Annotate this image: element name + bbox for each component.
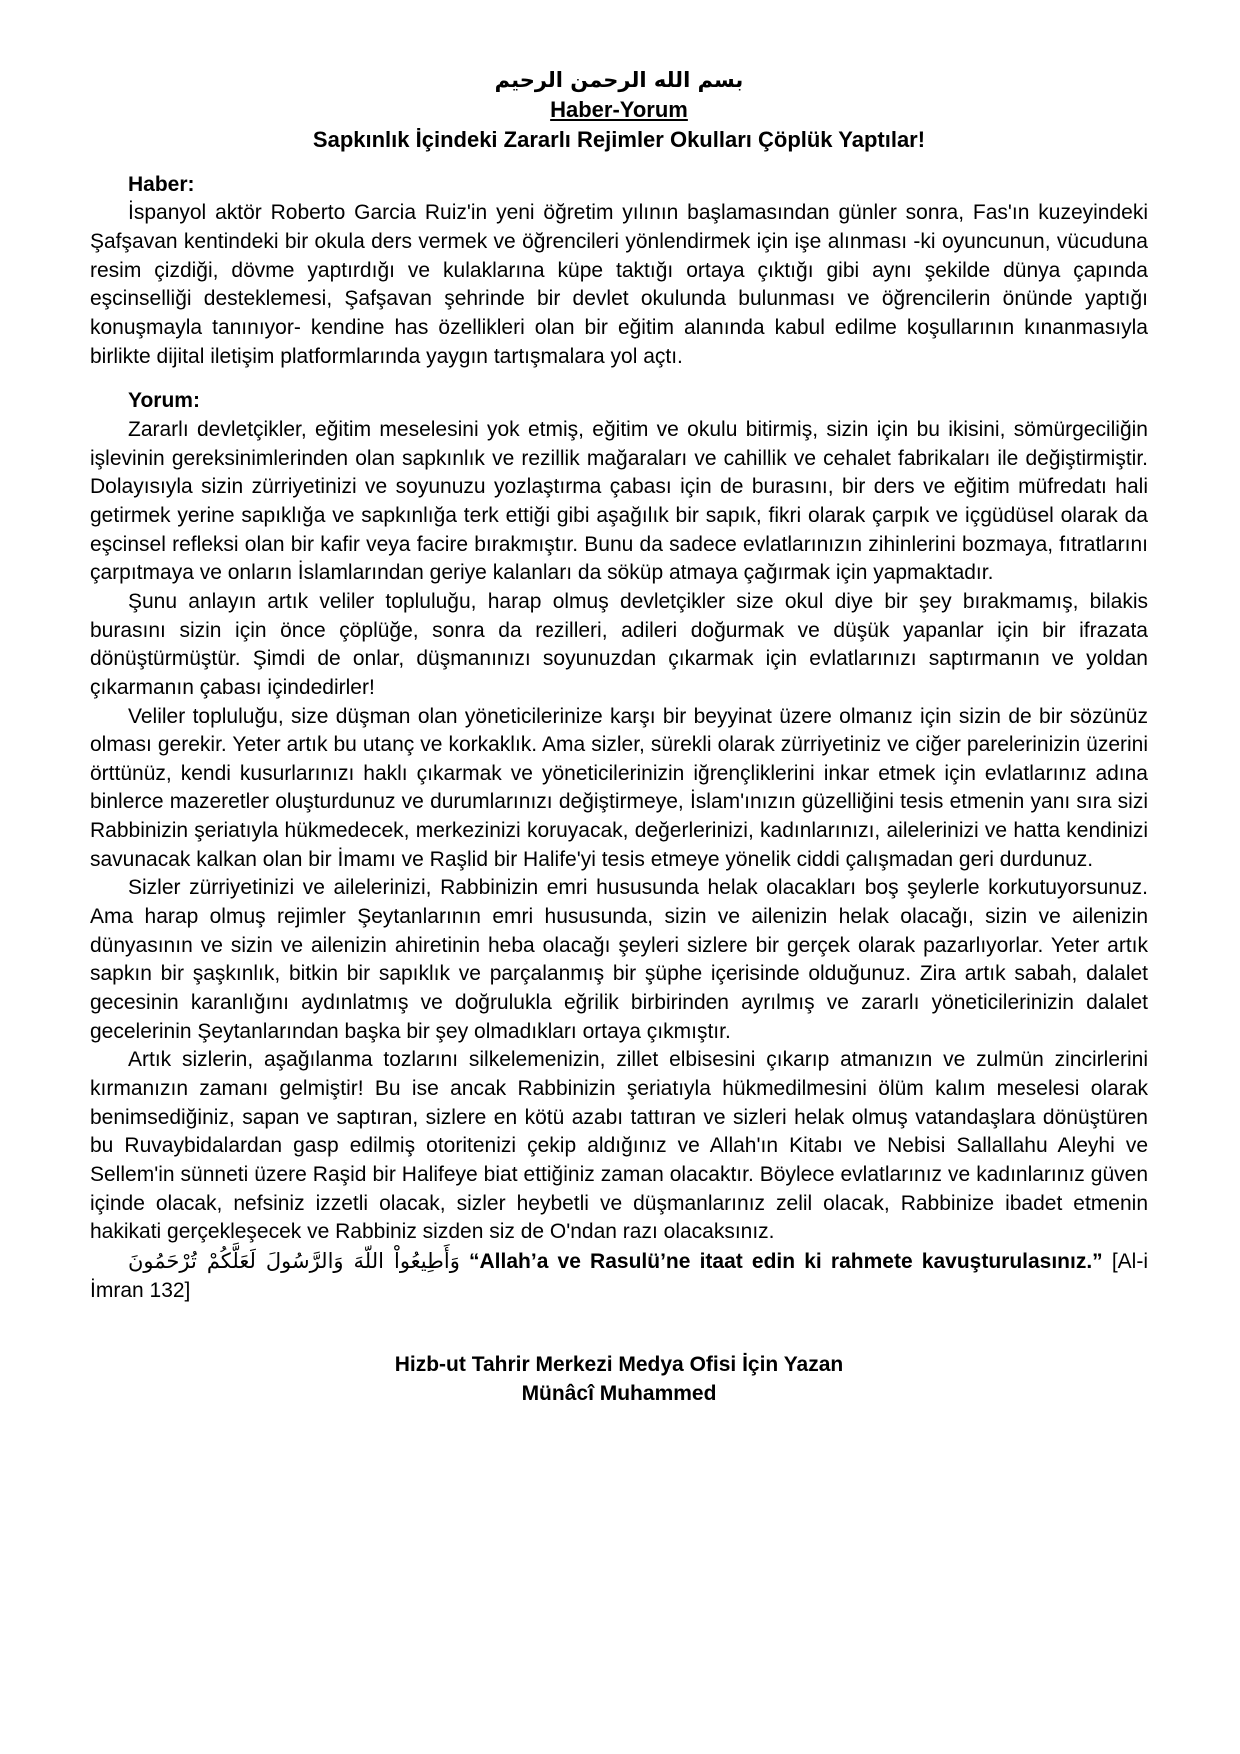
yorum-paragraph-5: Artık sizlerin, aşağılanma tozlarını silkelemenizin, zillet elbisesini çıkarıp atmanızın ve zulmün zincirlerini kırmanızın zamanı gelmiştir! Bu ise ancak Rabbinizin şeriatıyla hükmedilmesini ölüm kalım meselesi olarak benimsediğiniz, sapan ve saptıran, sizlere en kötü azabı tattıran ve sizleri helak olmuş vatandaşlara dönüştüren bu Ruvaybidalardan gasp edilmiş otoritenizi çekip aldığınız ve Allah'ın Kitabı ve Nebisi Sallallahu Aleyhi ve Sellem'in sünneti üzere Raşid bir Halifeye biat ettiğiniz zaman olacaktır. Böylece evlatlarınız ve kadınlarınız güven içinde olacak, nefsiniz izzetli olacak, sizler heybetli ve düşmanlarınız zelil olacak, Rabbinize ibadet etmenin hakikati gerçekleşecek ve Rabbiniz sizden siz de O'ndan razı olacaksınız. — [90, 1048, 1148, 1244]
quote-translation-text: “Allah’a ve Rasulü’ne itaat edin ki rahmete kavuşturulasınız.” — [469, 1249, 1103, 1273]
footer-author: Münâcî Muhammed — [521, 1381, 717, 1405]
document-type-heading: Haber-Yorum — [550, 96, 688, 122]
haber-paragraph: İspanyol aktör Roberto Garcia Ruiz'in yeni öğretim yılının başlamasından günler sonra, Fas'ın kuzeyindeki Şafşavan kentindeki bir okula ders vermek ve öğrencileri yönlendirmek için işe alınması -ki oyuncunun, vücuduna resim çizdiği, dövme yaptırdığı ve kulaklarına küpe taktığı ortaya çıktığı gibi aynı şekilde dünya çapında eşcinselliği desteklemesi, Şafşavan şehrinde bir devlet okulunda bulunması ve öğrencilerin önünde yaptığı konuşmayla tanınıyor- kendine has özellikleri olan bir eğitim alanında kabul edilme koşullarının kınanmasıyla birlikte dijital iletişim platformlarında yaygın tartışmalara yol açtı. — [90, 201, 1148, 368]
yorum-paragraph-1: Zararlı devletçikler, eğitim meselesini yok etmiş, eğitim ve okulu bitirmiş, sizin için bu ikisini, sömürgeciliğin işlevinin gereksinimlerinden olan sapkınlık ve rezillik mağaraları ve cahillik ve cehalet fabrikaları ile değiştirmiştir. Dolayısıyla sizin zürriyetinizi ve soyunuzu yozlaştırma çabası için de burasını, bir ders ve eğitim müfredatı hali getirmek yerine sapıklığa ve sapkınlığa terk ettiği gibi aşağılık bir sapık, fikri olarak çarpık ve içgüdüsel olarak da eşcinsel refleksi olan bir kafir veya facire bırakmıştır. Bunu da sadece evlatlarınızın zihinlerini bozmaya, fıtratlarını çarpıtmaya ve onların İslamlarından geriye kalanları da söküp atmaya çağırmak için yapmaktadır. — [90, 417, 1148, 585]
quran-quote-paragraph — [90, 1247, 1148, 1305]
yorum-paragraph-3: Veliler topluluğu, size düşman olan yöneticilerinize karşı bir beyyinat üzere olmanız için sizin de bir sözünüz olması gerekir. Yeter artık bu utanç ve korkaklık. Ama sizler, sürekli olarak zürriyetiniz ve ciğer parelerinizin üzerini örttünüz, kendi kusurlarınızı haklı çıkarmak ve yöneticilerinizin iğrençliklerini inkar etmek için evlatlarınız adına binlerce mazeretler oluşturdunuz ve durumlarınızı değiştirmeye, İslam'ınızın güzelliğini tesis etmenin yanı sıra sizi Rabbinizin şeriatıyla hükmedecek, merkezinizi koruyacak, değerlerinizi, kadınlarınızı, ailelerinizi ve hatta kendinizi savunacak kalkan olan bir İmamı ve Raşlid bir Halife'yi tesis etmeye yönelik ciddi çalışmadan geri durdunuz. — [90, 704, 1148, 871]
yorum-paragraph-2: Şunu anlayın artık veliler topluluğu, harap olmuş devletçikler size okul diye bir şey bırakmamış, bilakis burasını sizin için önce çöplüğe, sonra da rezilleri, adileri doğurmak ve düşük yapanlar için bir ifrazata dönüştürmüştür. Şimdi de onlar, düşmanınızı soyunuzdan çıkarmak için evlatlarınızı saptırmanın ve yoldan çıkarmanın çabası içindedirler! — [90, 589, 1148, 699]
bismillah-text: بسم الله الرحمن الرحيم — [494, 68, 744, 92]
quote-arabic-text: وَأَطِيعُواْ اللّهَ وَالرَّسُولَ لَعَلَّكُمْ تُرْحَمُونَ — [128, 1248, 460, 1273]
haber-section-label: Haber: — [128, 172, 195, 196]
page-title: Sapkınlık İçindeki Zararlı Rejimler Okulları Çöplük Yaptılar! — [312, 126, 926, 152]
footer-byline: Hizb-ut Tahrir Merkezi Medya Ofisi İçin Yazan — [394, 1353, 844, 1377]
yorum-section-label: Yorum: — [128, 389, 200, 413]
yorum-paragraph-4: Sizler zürriyetinizi ve ailelerinizi, Rabbinizin emri hususunda helak olacakları boş şeylerle korkutuyorsunuz. Ama harap olmuş rejimler Şeytanlarının emri hususunda, sizin ve ailenizin helak olacağı, sizin ve ailenizin dünyasının ve sizin ve ailenizin ahiretinin heba olacağı şeyleri sizlere bir gerçek olarak pazarlıyorlar. Yeter artık sapkın bir şaşkınlık, bitkin bir sapıklık ve parçalanmış bir şüphe içerisinde olduğunuz. Zira artık sabah, dalalet gecesinin karanlığını aydınlatmış ve doğrulukla eğrilik birbirinden ayrılmış ve zararlı yöneticilerinizin dalalet gecelerinin Şeytanlarından başka bir şey olmadıkları ortaya çıkmıştır. — [90, 876, 1148, 1043]
quote-reference: [Al-i İmran 132] — [90, 1249, 1148, 1302]
document-footer — [90, 1351, 1148, 1408]
